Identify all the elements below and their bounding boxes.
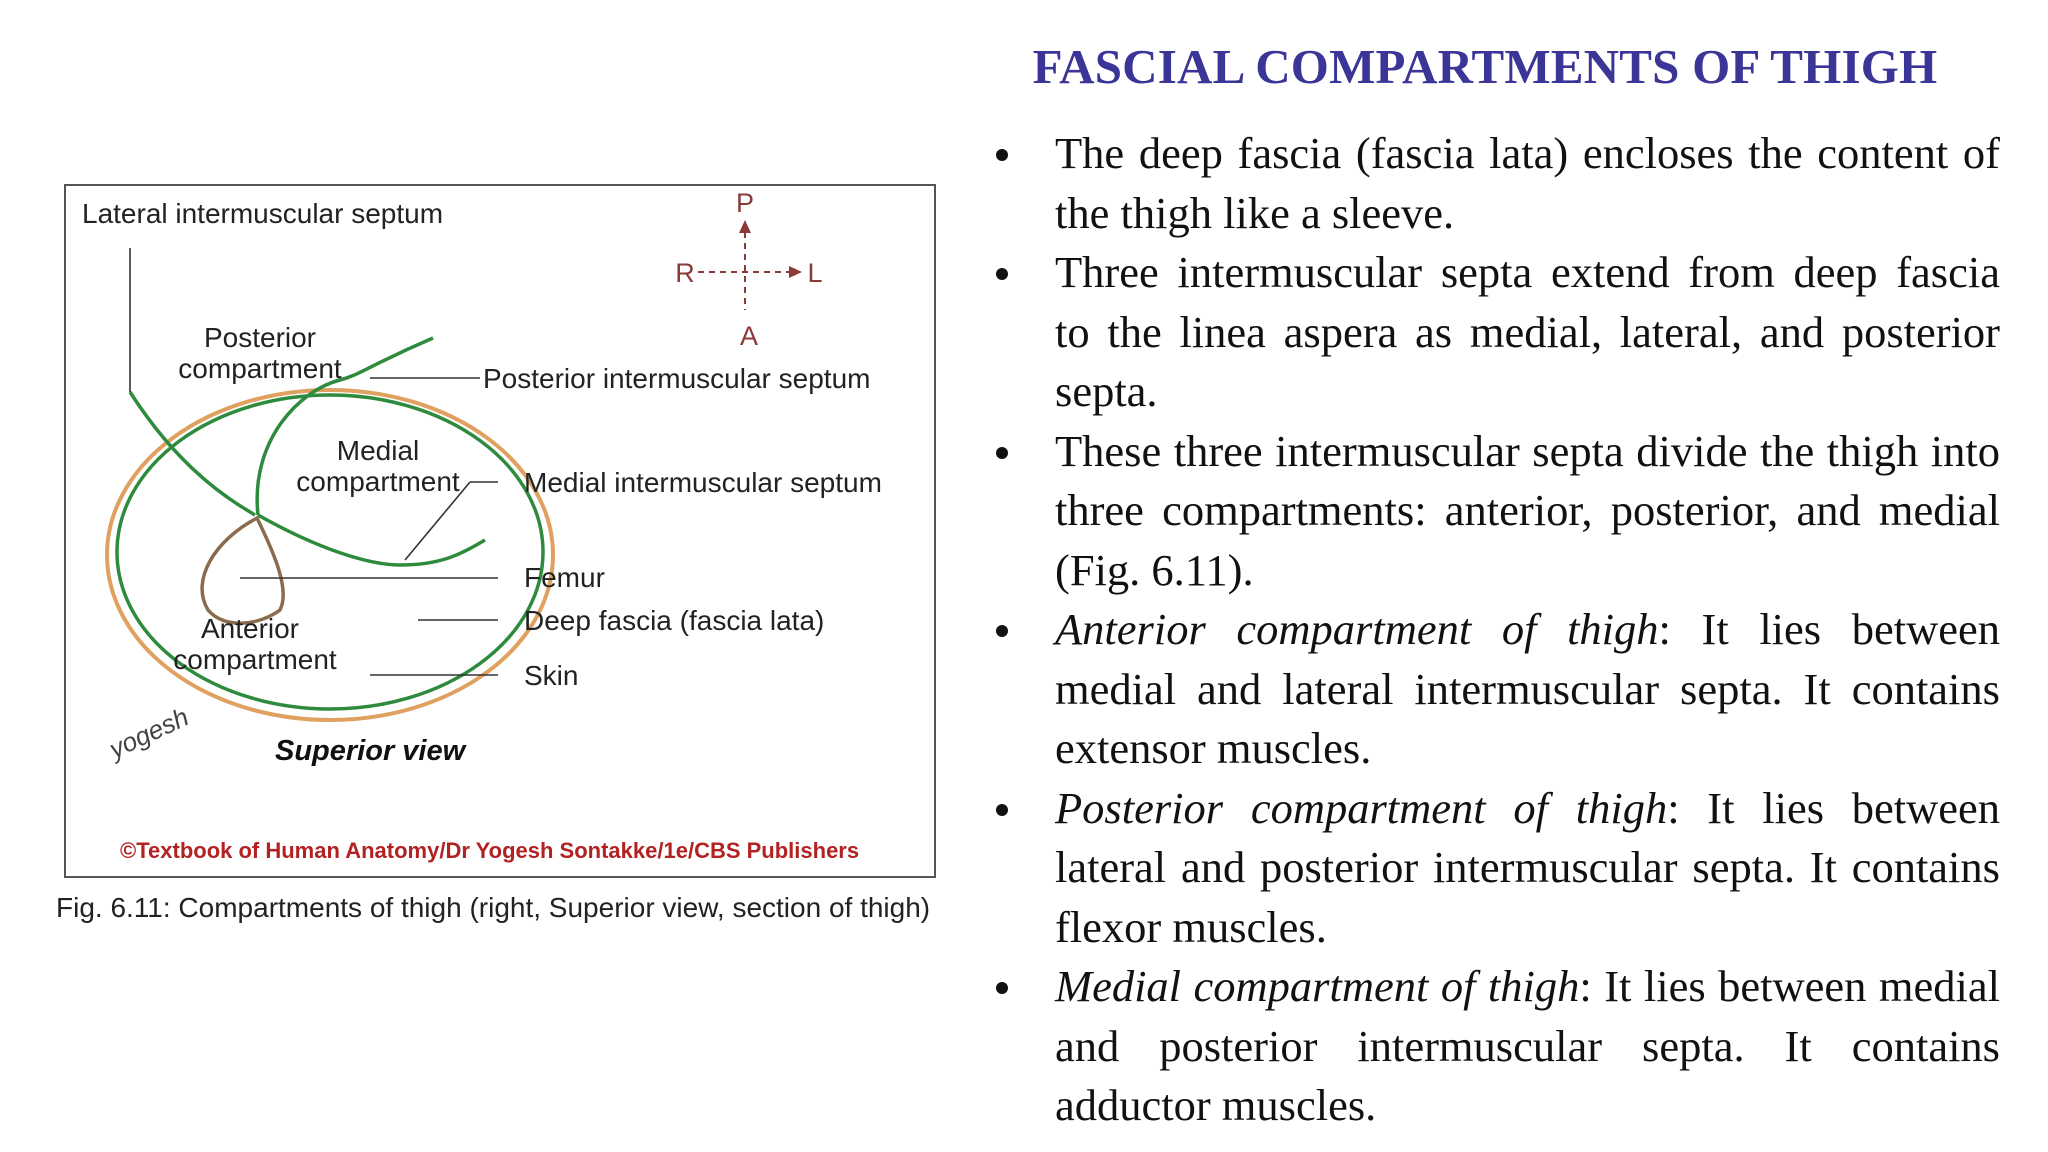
bullet-text: Three intermuscular septa extend from deep fascia to the linea aspera as medial, lateral, and posterior septa.: [1055, 247, 2000, 416]
signature: yogesh: [104, 701, 194, 765]
compass-label-a: A: [739, 321, 759, 351]
bullet-text: These three intermuscular septa divide the thigh into three compartments: anterior, posterior, and medial (Fig. 6.11).: [1055, 425, 2000, 595]
bullet-item: [990, 124, 2000, 243]
bullet-item: [990, 243, 2000, 422]
label-medial-septum: Medial intermuscular septum: [524, 467, 882, 498]
compass-label-r: R: [675, 258, 695, 288]
bullet-item: [990, 422, 2000, 601]
bullet-item: [990, 779, 2000, 958]
bullet-text: The deep fascia (fascia lata) encloses the content of the thigh like a sleeve.: [1055, 128, 2000, 238]
figure: [40, 170, 1000, 930]
bullet-item: [990, 600, 2000, 779]
label-posterior-compartment-2: compartment: [178, 353, 342, 384]
bullet-text: : It lies between lateral and posterior intermuscular septa. It contains flexor muscles.: [1055, 782, 2000, 952]
label-skin: Skin: [524, 660, 579, 691]
label-lateral-septum: Lateral intermuscular septum: [82, 198, 444, 229]
label-femur: Femur: [524, 562, 605, 593]
compass-label-l: L: [807, 258, 823, 288]
label-medial-compartment-1: Medial: [336, 435, 420, 466]
label-anterior-compartment-1: Anterior: [200, 613, 300, 644]
bullet-list: [990, 124, 2000, 1136]
copyright-notice: ©Textbook of Human Anatomy/Dr Yogesh Sontakke/1e/CBS Publishers: [120, 838, 860, 863]
label-superior-view: Superior view: [275, 735, 466, 767]
bullet-item: [990, 957, 2000, 1136]
figure-caption: Fig. 6.11: Compartments of thigh (right, Superior view, section of thigh): [56, 892, 931, 923]
label-anterior-compartment-2: compartment: [173, 644, 337, 675]
slide-title: FASCIAL COMPARTMENTS OF THIGH: [1032, 39, 1938, 94]
thigh-section-diagram: [40, 170, 1000, 930]
bullet-lead: Medial compartment of thigh: [1055, 961, 1580, 1011]
label-posterior-compartment-1: Posterior: [203, 322, 317, 353]
bullet-lead: Anterior compartment of thigh: [1055, 604, 1659, 654]
label-posterior-septum: Posterior intermuscular septum: [483, 363, 871, 394]
label-medial-compartment-2: compartment: [296, 466, 460, 497]
bullet-lead: Posterior compartment of thigh: [1055, 782, 1668, 833]
bullet-text: : It lies between medial and posterior intermuscular septa. It contains adductor muscles.: [1055, 961, 2000, 1130]
compass-label-p: P: [735, 188, 755, 218]
label-deep-fascia: Deep fascia (fascia lata): [524, 605, 825, 636]
figure-frame: [65, 185, 935, 877]
bullet-text: : It lies between medial and lateral intermuscular septa. It contains extensor muscles.: [1055, 604, 2000, 773]
